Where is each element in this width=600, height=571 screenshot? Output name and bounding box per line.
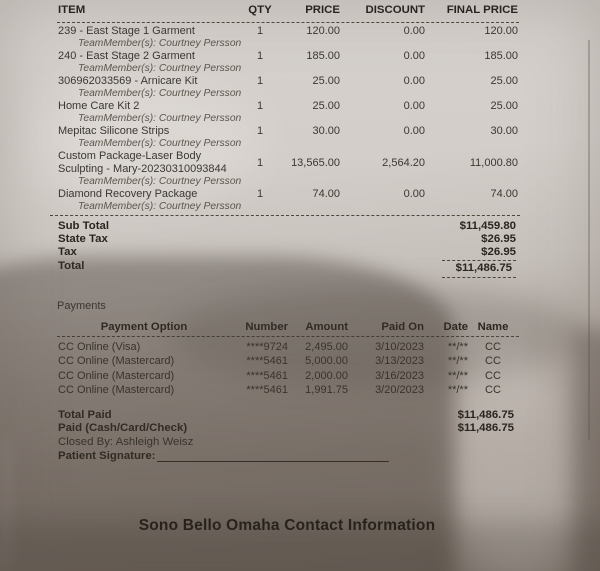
payment-row	[58, 383, 518, 397]
payment-amount: 2,495.00	[305, 341, 348, 353]
item-qty: 1	[256, 156, 264, 169]
item-discount: 0.00	[403, 75, 425, 87]
item-qty: 1	[256, 50, 264, 62]
state-tax-label: State Tax	[58, 233, 108, 245]
col-header-name: Name	[477, 321, 509, 333]
team-member-note: TeamMember(s): Courtney Persson	[78, 88, 242, 99]
payment-number: ****9724	[246, 341, 288, 353]
subtotal-value: $11,459.80	[459, 220, 516, 232]
item-name: Custom Package-Laser Body Sculpting - Mary-20230310093844	[58, 150, 227, 175]
items-footer-divider-dashed	[50, 215, 520, 216]
col-header-discount: DISCOUNT	[365, 4, 425, 16]
item-name: Diamond Recovery Package	[58, 188, 198, 200]
page-title: Sono Bello Omaha Contact Information	[138, 517, 436, 534]
col-header-number: Number	[245, 321, 288, 333]
payment-paid-on: 3/16/2023	[375, 369, 424, 382]
state-tax-row	[58, 233, 516, 246]
tax-value: $26.95	[481, 246, 516, 258]
item-final-price: 120.00	[484, 25, 518, 37]
signature-line	[157, 450, 389, 462]
payment-name: CC	[485, 355, 501, 368]
total-paid-label: Total Paid	[58, 409, 112, 421]
table-row	[58, 100, 518, 125]
item-price: 185.00	[306, 50, 340, 62]
col-header-date: Date	[443, 321, 468, 333]
table-row	[58, 25, 518, 50]
payment-date: **/**	[447, 355, 468, 368]
payment-number: ****5461	[246, 355, 288, 368]
table-row	[58, 125, 518, 150]
item-price: 74.00	[312, 188, 340, 200]
payment-amount: 1,991.75	[305, 384, 348, 397]
item-name: Home Care Kit 2	[58, 100, 140, 112]
team-member-note: TeamMember(s): Courtney Persson	[78, 201, 242, 212]
team-member-note: TeamMember(s): Courtney Persson	[78, 63, 242, 74]
subtotal-label: Sub Total	[58, 220, 110, 232]
closed-by-row	[58, 436, 514, 449]
paid-row	[58, 422, 514, 435]
payment-date: **/**	[447, 369, 468, 382]
team-member-note: TeamMember(s): Courtney Persson	[78, 113, 242, 124]
item-discount: 0.00	[403, 50, 425, 62]
payment-paid-on: 3/10/2023	[375, 341, 424, 353]
item-price: 25.00	[312, 75, 340, 87]
item-discount: 0.00	[403, 25, 425, 37]
payment-name: CC	[485, 369, 501, 382]
team-member-note: TeamMember(s): Courtney Persson	[78, 38, 242, 49]
tax-label: Tax	[58, 246, 77, 258]
team-member-note: TeamMember(s): Courtney Persson	[78, 176, 242, 187]
paid-label: Paid (Cash/Card/Check)	[58, 422, 188, 434]
item-name: 240 - East Stage 2 Garment	[58, 50, 195, 62]
table-row	[58, 188, 518, 213]
table-row	[58, 50, 518, 75]
payments-section-label: Payments	[57, 300, 106, 312]
payment-row	[58, 340, 518, 354]
item-final-price: 30.00	[490, 125, 518, 137]
col-header-item: ITEM	[58, 4, 86, 16]
item-final-price: 25.00	[490, 75, 518, 87]
subtotal-row	[58, 220, 516, 233]
payment-paid-on: 3/20/2023	[375, 384, 424, 397]
total-label: Total	[58, 260, 85, 272]
payment-number: ****5461	[246, 384, 288, 397]
col-header-qty: QTY	[248, 4, 272, 16]
item-qty: 1	[256, 125, 264, 137]
payment-number: ****5461	[246, 369, 288, 382]
tax-row	[58, 246, 516, 259]
items-table-header	[58, 4, 518, 16]
total-row	[58, 260, 516, 278]
paid-value: $11,486.75	[457, 422, 514, 434]
item-qty: 1	[256, 100, 264, 112]
payment-date: **/**	[447, 384, 468, 397]
payment-amount: 5,000.00	[305, 355, 348, 368]
item-qty: 1	[256, 188, 264, 200]
closed-by-text: Closed By: Ashleigh Weisz	[58, 436, 194, 448]
item-qty: 1	[256, 75, 264, 87]
header-divider-dashed	[57, 22, 519, 23]
item-final-price: 74.00	[490, 188, 518, 200]
payment-amount: 2,000.00	[305, 369, 348, 382]
item-qty: 1	[256, 25, 264, 37]
total-paid-value: $11,486.75	[457, 409, 514, 421]
item-discount: 0.00	[403, 188, 425, 200]
total-paid-row	[58, 409, 514, 422]
col-header-paid-on: Paid On	[381, 321, 424, 333]
item-name: 239 - East Stage 1 Garment	[58, 25, 195, 37]
payment-paid-on: 3/13/2023	[375, 355, 424, 368]
item-name: 306962033569 - Arnicare Kit	[58, 75, 198, 87]
payment-option: CC Online (Mastercard)	[58, 369, 175, 382]
item-price: 13,565.00	[291, 156, 340, 169]
col-header-payment-option: Payment Option	[100, 321, 188, 333]
payment-option: CC Online (Mastercard)	[58, 355, 175, 368]
state-tax-value: $26.95	[481, 233, 516, 245]
team-member-note: TeamMember(s): Courtney Persson	[78, 138, 242, 149]
item-price: 30.00	[312, 125, 340, 137]
item-name: Mepitac Silicone Strips	[58, 125, 170, 137]
item-final-price: 185.00	[484, 50, 518, 62]
payment-date: **/**	[447, 341, 468, 353]
payments-header-divider-dashed	[57, 336, 519, 337]
items-table-body	[58, 25, 518, 213]
patient-signature-row	[58, 450, 514, 463]
item-final-price: 11,000.80	[469, 156, 518, 169]
payments-table-body	[58, 340, 518, 398]
payments-table-header	[58, 321, 518, 333]
item-discount: 2,564.20	[382, 156, 425, 169]
patient-signature-label: Patient Signature:	[58, 450, 156, 462]
col-header-amount: Amount	[305, 321, 348, 333]
col-header-final-price: FINAL PRICE	[446, 4, 518, 16]
total-value: $11,486.75	[442, 260, 516, 278]
item-price: 25.00	[312, 100, 340, 112]
payment-name: CC	[485, 341, 501, 353]
item-final-price: 25.00	[490, 100, 518, 112]
item-price: 120.00	[306, 25, 340, 37]
item-discount: 0.00	[403, 100, 425, 112]
payment-option: CC Online (Mastercard)	[58, 384, 175, 397]
table-row	[58, 150, 518, 188]
payment-option: CC Online (Visa)	[58, 341, 141, 353]
payment-row	[58, 354, 518, 368]
col-header-price: PRICE	[305, 4, 340, 16]
payment-row	[58, 369, 518, 383]
table-row	[58, 75, 518, 100]
payment-name: CC	[485, 384, 501, 397]
item-discount: 0.00	[403, 125, 425, 137]
